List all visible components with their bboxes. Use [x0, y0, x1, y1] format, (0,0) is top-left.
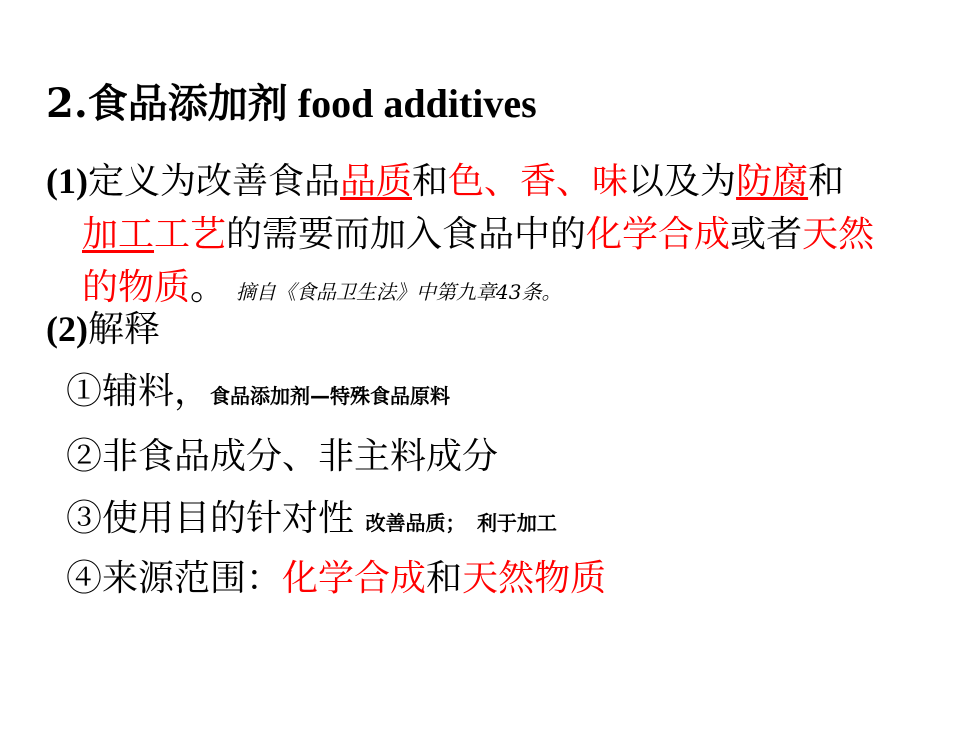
definition-line-2	[46, 208, 946, 261]
item-marker: ②	[66, 436, 103, 477]
definition-text: 。	[190, 267, 227, 308]
item-marker: ④	[66, 558, 103, 599]
definition-text: 和	[808, 161, 845, 202]
highlight-preservation: 防腐	[736, 161, 809, 202]
item-note: 改善品质；	[365, 511, 466, 535]
item-text: 辅料，	[102, 371, 211, 412]
definition-line-1	[46, 155, 946, 208]
highlight-quality: 品质	[340, 161, 413, 202]
highlight-natural-substance: 天然物质	[462, 558, 607, 599]
list-item	[66, 370, 450, 418]
item-marker: ①	[66, 371, 103, 412]
item-text: 非食品成分、非主料成分	[102, 436, 499, 477]
highlight-technology: 工艺	[154, 214, 227, 255]
explanation-number: (2)	[46, 309, 88, 349]
slide-title	[46, 80, 537, 128]
definition-line-3	[46, 261, 946, 319]
definition-text: 定义为改善食品	[87, 161, 340, 202]
highlight-substance: 的物质	[82, 267, 191, 308]
item-text: 和	[426, 558, 463, 599]
explanation-heading	[46, 305, 160, 354]
item-note: 食品添加剂—特殊食品原料	[210, 384, 451, 408]
highlight-chemical-synthesis: 化学合成	[282, 558, 427, 599]
source-citation: 摘自《食品卫生法》中第九章43条。	[236, 280, 562, 304]
explanation-label: 解释	[87, 309, 160, 350]
list-item	[66, 557, 606, 601]
definition-text: 或者	[730, 214, 803, 255]
highlight-natural: 天然	[802, 214, 875, 255]
title-number: 2.	[46, 80, 88, 127]
definition-text: 的需要而加入食品中的	[226, 214, 587, 255]
definition-block	[46, 155, 946, 319]
item-text: 使用目的针对性	[102, 498, 355, 539]
highlight-processing: 加工	[82, 214, 155, 255]
list-item	[66, 435, 498, 479]
title-english: food additives	[287, 81, 537, 126]
highlight-color-aroma-taste: 色、香、味	[448, 161, 629, 202]
list-item	[66, 497, 557, 545]
definition-text: 和	[412, 161, 449, 202]
definition-text: 以及为	[628, 161, 737, 202]
item-note: 利于加工	[476, 511, 557, 535]
item-text: 来源范围：	[102, 558, 283, 599]
highlight-chemical-synthesis: 化学合成	[586, 214, 731, 255]
item-marker: ③	[66, 498, 103, 539]
definition-number: (1)	[46, 161, 88, 201]
title-chinese: 食品添加剂	[87, 80, 288, 127]
